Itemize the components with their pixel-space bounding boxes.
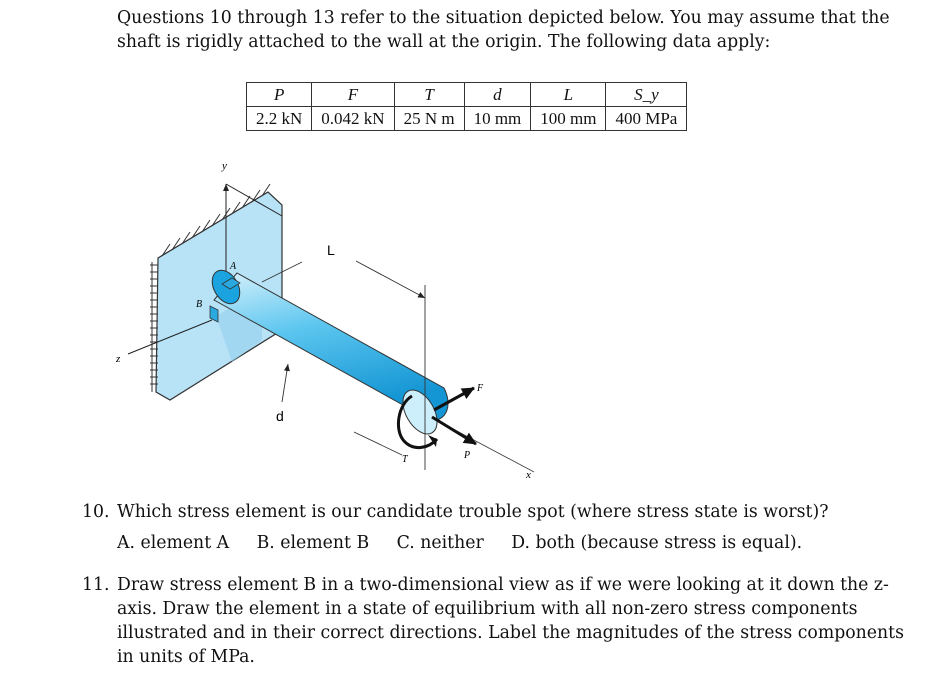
value-sy: 400 MPa: [606, 107, 687, 131]
header-sy: S_y: [606, 83, 687, 107]
question-10-text: Which stress element is our candidate trouble spot (where stress state is worst)?: [117, 502, 829, 522]
d-dimension-line: [282, 364, 288, 402]
l-dimension-line: [356, 261, 425, 298]
choice-d: D. both (because stress is equal).: [511, 533, 803, 553]
label-l: L: [327, 242, 335, 258]
choice-a: A. element A: [117, 533, 230, 553]
parameter-header-row: [247, 83, 687, 107]
z-axis-label: z: [116, 353, 121, 365]
label-p: P: [464, 450, 471, 461]
label-t: T: [402, 454, 408, 465]
parameter-table: [246, 82, 687, 131]
header-l: L: [531, 83, 606, 107]
value-t: 25 N m: [394, 107, 464, 131]
header-d: d: [464, 83, 531, 107]
value-p: 2.2 kN: [247, 107, 312, 131]
label-f: F: [477, 383, 484, 394]
x-axis-label: x: [526, 469, 531, 481]
parameter-value-row: [247, 107, 687, 131]
value-l: 100 mm: [531, 107, 606, 131]
choice-c: C. neither: [396, 533, 484, 553]
question-10-number: 10.: [82, 502, 110, 522]
value-f: 0.042 kN: [312, 107, 394, 131]
intro-paragraph: Questions 10 through 13 refer to the situation depicted below. You may assume that the shaft is rigidly attached to the wall at the origin. The following data apply:: [117, 8, 890, 52]
question-11-text: Draw stress element B in a two-dimensional view as if we were looking at it down the z-axis. Draw the element in a state of equilibrium with all non-zero stress components illustrated and in their correct directions. Label the magnitudes of the stress components in units of MPa.: [117, 575, 904, 667]
question-10-choices: [117, 533, 824, 553]
header-f: F: [312, 83, 394, 107]
question-11-number: 11.: [82, 575, 110, 595]
label-a: A: [230, 261, 237, 272]
y-axis-label: y: [222, 160, 227, 172]
shaft-figure: [110, 150, 550, 485]
value-d: 10 mm: [464, 107, 531, 131]
label-b: B: [196, 299, 203, 310]
force-p-arrow: [432, 417, 476, 444]
shaft-bottom-extension: [354, 432, 402, 455]
header-p: P: [247, 83, 312, 107]
header-t: T: [394, 83, 464, 107]
label-d: d: [276, 408, 284, 424]
choice-b: B. element B: [256, 533, 370, 553]
